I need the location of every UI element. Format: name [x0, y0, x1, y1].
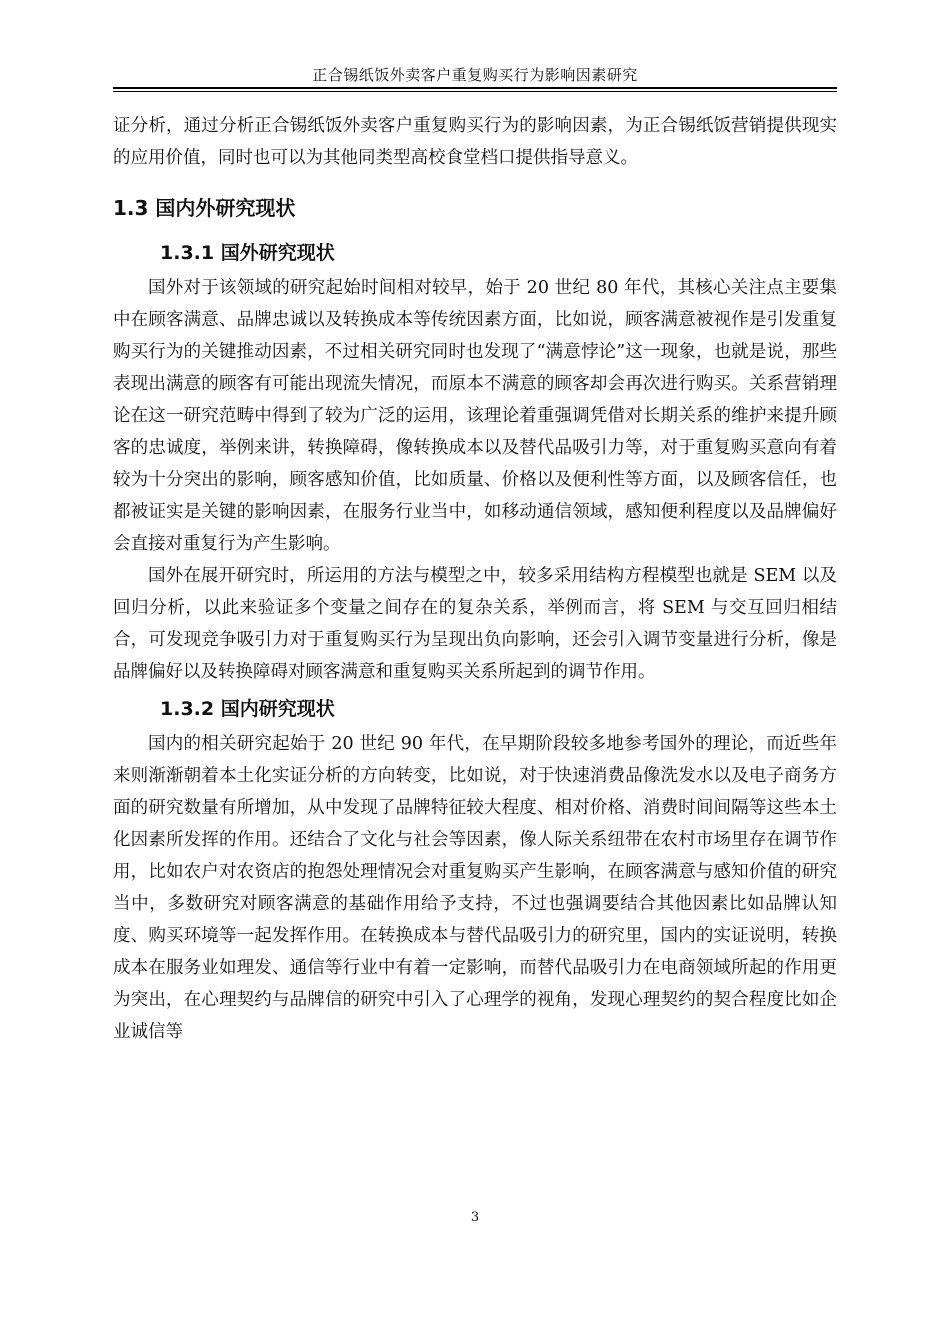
page-number: 3: [470, 1210, 480, 1225]
page-body: [113, 110, 837, 1048]
paragraph-foreign-research-1: 国外对于该领域的研究起始时间相对较早，始于 20 世纪 80 年代，其核心关注点主要集中在顾客满意、品牌忠诚以及转换成本等传统因素方面，比如说，顾客满意被视作是引发重复购买行为的关键推动因素，不过相关研究同时也发现了“满意悖论”这一现象，也就是说，那些表现出满意的顾客有可能出现流失情况，而原本不满意的顾客却会再次进行购买。关系营销理论在这一研究范畴中得到了较为广泛的运用，该理论着重强调凭借对长期关系的维护来提升顾客的忠诚度，举例来讲，转换障碍，像转换成本以及替代品吸引力等，对于重复购买意向有着较为十分突出的影响，顾客感知价值，比如质量、价格以及便利性等方面，以及顾客信任，也都被证实是关键的影响因素，在服务行业当中，如移动通信领域，感知便利程度以及品牌偏好会直接对重复行为产生影响。: [113, 278, 837, 554]
paragraph-domestic-research: 国内的相关研究起始于 20 世纪 90 年代，在早期阶段较多地参考国外的理论，而近些年来则渐渐朝着本土化实证分析的方向转变，比如说，对于快速消费品像洗发水以及电子商务方面的研究数量有所增加，从中发现了品牌特征较大程度、相对价格、消费时间间隔等这些本土化因素所发挥的作用。还结合了文化与社会等因素，像人际关系纽带在农村市场里存在调节作用，比如农户对农资店的抱怨处理情况会对重复购买产生影响，在顾客满意与感知价值的研究当中，多数研究对顾客满意的基础作用给予支持，不过也强调要结合其他因素比如品牌认知度、购买环境等一起发挥作用。在转换成本与替代品吸引力的研究里，国内的实证说明，转换成本在服务业如理发、通信等行业中有着一定影响，而替代品吸引力在电商领域所起的作用更为突出，在心理契约与品牌信的研究中引入了心理学的视角，发现心理契约的契合程度比如企业诚信等: [113, 734, 837, 1042]
running-header: 正合锡纸饭外卖客户重复购买行为影响因素研究: [312, 66, 638, 84]
header-rule-thin: [113, 91, 837, 92]
paragraph-foreign-research-2: 国外在展开研究时，所运用的方法与模型之中，较多采用结构方程模型也就是 SEM 以及回归分析，以此来验证多个变量之间存在的复杂关系，举例而言，将 SEM 与交互回归相结合，可发现竞争吸引力对于重复购买行为呈现出负向影响，还会引入调节变量进行分析，像是品牌偏好以及转换障碍对顾客满意和重复购买关系所起到的调节作用。: [113, 566, 837, 682]
subsection-heading-1-3-1: 1.3.1 国外研究现状: [160, 242, 335, 264]
header-rule-thick: [113, 87, 837, 89]
section-heading-1-3: 1.3 国内外研究现状: [113, 196, 296, 220]
paragraph-continued: 证分析，通过分析正合锡纸饭外卖客户重复购买行为的影响因素，为正合锡纸饭营销提供现实的应用价值，同时也可以为其他同类型高校食堂档口提供指导意义。: [113, 116, 837, 168]
subsection-heading-1-3-2: 1.3.2 国内研究现状: [160, 698, 335, 720]
